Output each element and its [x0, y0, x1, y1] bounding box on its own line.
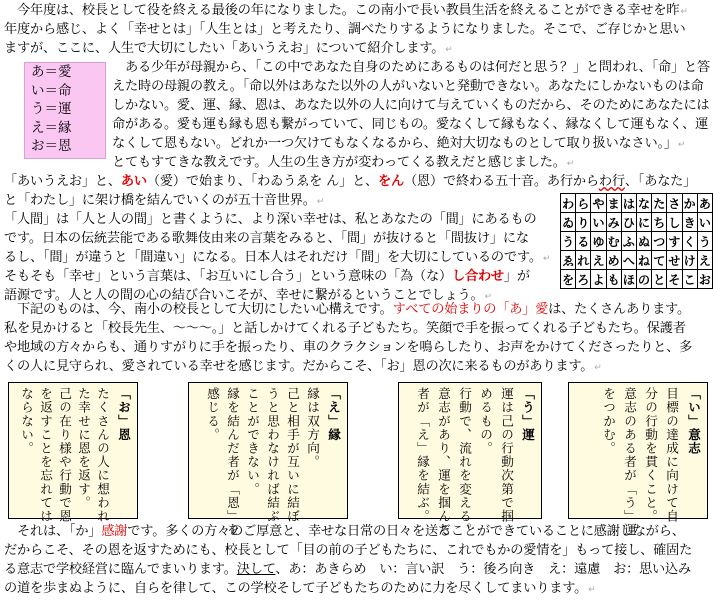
- kana-cell: り: [576, 213, 591, 232]
- kana-cell: こ: [682, 270, 697, 289]
- kana-cell: そ: [667, 270, 682, 289]
- text-line: 私を見かけると「校長先生、～～～。」と話しかけてくれる子どもたち。笑顔で手を振ってくれる子どもたち。保護者: [4, 321, 686, 336]
- kana-cell: ぬ: [636, 232, 651, 251]
- text-line: 年度から感じ、よく「幸せとは」「人生とは」と考えたり、調べたりするようになりました。そこで、ご存じかと思い: [4, 22, 686, 37]
- kana-cell: も: [606, 270, 621, 289]
- text-line: 語源です。人と人の間の心の結び合いこそが、幸せに繋がるということでしょう。↵: [4, 288, 492, 303]
- kana-cell: や: [591, 194, 606, 213]
- text-line: それは、「か」感謝です。多くの方々のご厚意と、幸せな日常の日々を送ることができていることに感謝しながら、: [4, 524, 685, 539]
- box-title: 「い」意志: [686, 387, 701, 455]
- text-line: るし、「間」が違うと「間違い」になる。日本人はそれだけ「間」を大切にしているのです。↵: [4, 250, 551, 265]
- aiueo-item: う＝運: [31, 101, 72, 117]
- kana-grid: [560, 193, 713, 289]
- text-line: 下記のものは、今、南小の校長として大切にしたい心構えです。すべての始まりの「あ」愛は、たくさんあります。: [4, 302, 690, 317]
- kana-cell: ひ: [621, 213, 636, 232]
- kana-cell: え: [697, 251, 712, 270]
- box-title: 「え」縁: [326, 387, 341, 442]
- kana-cell: ら: [576, 194, 591, 213]
- text-line: 「あいうえお」と、あい（愛）で始まり、「わゐうゑを ん」と、をん（恩）で終わる五十音。あ行からわ行、「あなた」: [4, 174, 697, 189]
- underlined-keshite: 決して: [236, 562, 276, 577]
- text-line: の道を歩まぬように、自らを律して、この学校そして子どもたちのために力を尽くしてまいります。↵: [4, 581, 596, 596]
- kana-cell: し: [667, 213, 682, 232]
- kana-cell: る: [576, 232, 591, 251]
- box-text: 者が「え」縁を結ぶ。: [415, 387, 430, 523]
- kana-cell: ほ: [621, 270, 636, 289]
- box-text: ことができない。: [245, 387, 260, 496]
- kana-cell: み: [606, 213, 621, 232]
- text-line: そもそも「幸せ」という言葉は、「お互いにし合う」という意味の「為（な）し合わせ」が: [4, 269, 530, 284]
- kana-cell: つ: [652, 232, 667, 251]
- box-text: ならない。: [19, 387, 34, 455]
- kana-cell: お: [697, 270, 712, 289]
- kana-cell: え: [591, 251, 606, 270]
- kana-cell: は: [621, 194, 636, 213]
- kana-cell: か: [682, 194, 697, 213]
- kana-cell: き: [682, 213, 697, 232]
- text-line: なくして恩もない。どれか一つ欠けてもなくなるから、絶対大切なものとして取り扱いなさい。」↵: [112, 136, 686, 151]
- kana-cell: う: [561, 232, 576, 251]
- highlight-love: すべての始まりの「あ」愛: [392, 302, 549, 317]
- kana-cell: た: [652, 194, 667, 213]
- kana-cell: す: [667, 232, 682, 251]
- kana-cell: な: [636, 194, 651, 213]
- box-ishi: [568, 382, 708, 537]
- kana-cell: れ: [576, 251, 591, 270]
- box-text: 行動で、流れを変える。: [457, 387, 472, 537]
- box-on: [8, 382, 138, 523]
- box-text: をつかむ。: [601, 387, 616, 455]
- box-text: 分の行動を貫くこと。: [643, 387, 658, 523]
- aiueo-box: [24, 62, 106, 159]
- kana-cell: ゐ: [561, 213, 576, 232]
- box-text: うと思わなければ結ぶ: [265, 387, 280, 523]
- text-line: えた時の母親の教え。「命以外はあなた以外の人がいないと発動できない。あなたにしかないものは命: [112, 79, 704, 94]
- text-line: しかない。愛、運、縁、恩は、あなた以外の人に向けて与えていくものだから、そのためにあなたには: [112, 98, 710, 113]
- text-line: や地域の方々からも、通りすがりに手を振ったり、車のクラクションを鳴らしたり、お声をかけてくださったりと、多: [4, 340, 693, 355]
- box-text: を返すことを忘れては: [38, 387, 53, 523]
- highlight-ai: あい: [120, 174, 147, 189]
- kana-cell: さ: [667, 194, 682, 213]
- kana-cell: い: [591, 213, 606, 232]
- kana-cell: ゆ: [591, 232, 606, 251]
- aiueo-item: え＝縁: [31, 119, 72, 136]
- aiueo-item: い＝命: [31, 82, 72, 99]
- box-title: 「う」運: [520, 387, 535, 442]
- text-line: です。日本の伝統芸能である歌舞伎由来の言葉をみると、「間」が抜けると「間抜け」にな: [4, 231, 529, 246]
- kana-cell: ま: [606, 194, 621, 213]
- kana-cell: を: [561, 270, 576, 289]
- box-en: [188, 382, 348, 537]
- box-text: 目標の達成に向けて自: [664, 387, 679, 523]
- kana-cell: よ: [591, 270, 606, 289]
- aiueo-item: お＝恩: [31, 138, 72, 154]
- kana-cell: へ: [621, 251, 636, 270]
- kana-cell: に: [636, 213, 651, 232]
- text-line: くの人に見守られ、愛されている幸せを感じます。だからこそ、「お」恩の次に来るものがあります。↵: [4, 359, 602, 374]
- text-line: と「わたし」に架け橋を結んでいくのが五十音世界。↵: [4, 193, 325, 208]
- text-line: 今年度は、校長として役を終える最後の年になりました。この南小で長い教員生活を終えることができる幸せを昨↵: [4, 3, 688, 18]
- box-text: 運は己の行動次第で掴: [499, 387, 514, 523]
- kana-cell: い: [697, 213, 712, 232]
- kana-cell: ゑ: [561, 251, 576, 270]
- text-line: 命がある。愛も運も縁も恩も繋がっていて、同じもの。愛なくして縁もなく、縁なくして運もなく、運: [112, 117, 709, 132]
- box-text: 意志があり、運を掴んだ: [436, 387, 451, 537]
- text-line: る意志で学校経営に臨んでまいります。決して、あ：あきらめ い：言い訳 う：後ろ向き え：遠慮 お：思い込み: [4, 562, 692, 577]
- box-text: た幸せに恩を返す。: [76, 387, 91, 510]
- highlight-won: をん: [378, 174, 405, 189]
- kana-cell: う: [697, 232, 712, 251]
- box-text: めるもの。: [478, 387, 493, 455]
- text-line: 「人間」は「人と人の間」と書くように、より深い幸せは、私とあなたの「間」にあるもの: [4, 212, 537, 227]
- kana-cell: く: [682, 232, 697, 251]
- kana-cell: ね: [636, 251, 651, 270]
- kana-cell: の: [636, 270, 651, 289]
- box-text: 感じる。: [205, 387, 220, 442]
- text-line: ある少年が母親から、「この中であなた自身のためにあるものは何だと思う？」と問われ、「命」と答: [112, 60, 711, 75]
- kana-cell: け: [682, 251, 697, 270]
- kana-cell: ち: [652, 213, 667, 232]
- box-text: 意志のある者が「う」運: [622, 387, 637, 537]
- kana-cell: あ: [697, 194, 712, 213]
- kana-cell: て: [652, 251, 667, 270]
- box-text: 縁を結んだ者が「恩」を: [225, 387, 240, 537]
- kana-cell: わ: [561, 194, 576, 213]
- highlight-kansha: 感謝: [101, 524, 128, 539]
- box-title: 「お」恩: [116, 387, 131, 442]
- box-text: たくさんの人に想われ: [95, 387, 110, 523]
- kana-cell: せ: [667, 251, 682, 270]
- kana-cell: ふ: [621, 232, 636, 251]
- text-line: とてもすてきな教えです。人生の生き方が変わってくる教えだと感じました。↵: [112, 155, 575, 170]
- aiueo-item: あ＝愛: [31, 64, 72, 80]
- box-text: 己と相手が互いに結ぼ: [285, 387, 300, 523]
- kana-cell: と: [652, 270, 667, 289]
- text-line: だからこそ、その恩を返すためにも、校長として「目の前の子どもたちに、これでもかの愛情を」もって接し、確固た: [4, 543, 693, 558]
- box-text: 縁は双方向。: [305, 387, 320, 469]
- kana-cell: め: [606, 251, 621, 270]
- highlight-shiawase: し合わせ: [451, 269, 504, 284]
- kana-cell: む: [606, 232, 621, 251]
- kana-cell: ろ: [576, 270, 591, 289]
- text-line: ますが、ここに、人生で大切にしたい「あいうえお」について紹介します。↵: [4, 41, 453, 56]
- box-text: 己の在り様や行動で恩: [57, 387, 72, 523]
- box-un: [398, 382, 542, 537]
